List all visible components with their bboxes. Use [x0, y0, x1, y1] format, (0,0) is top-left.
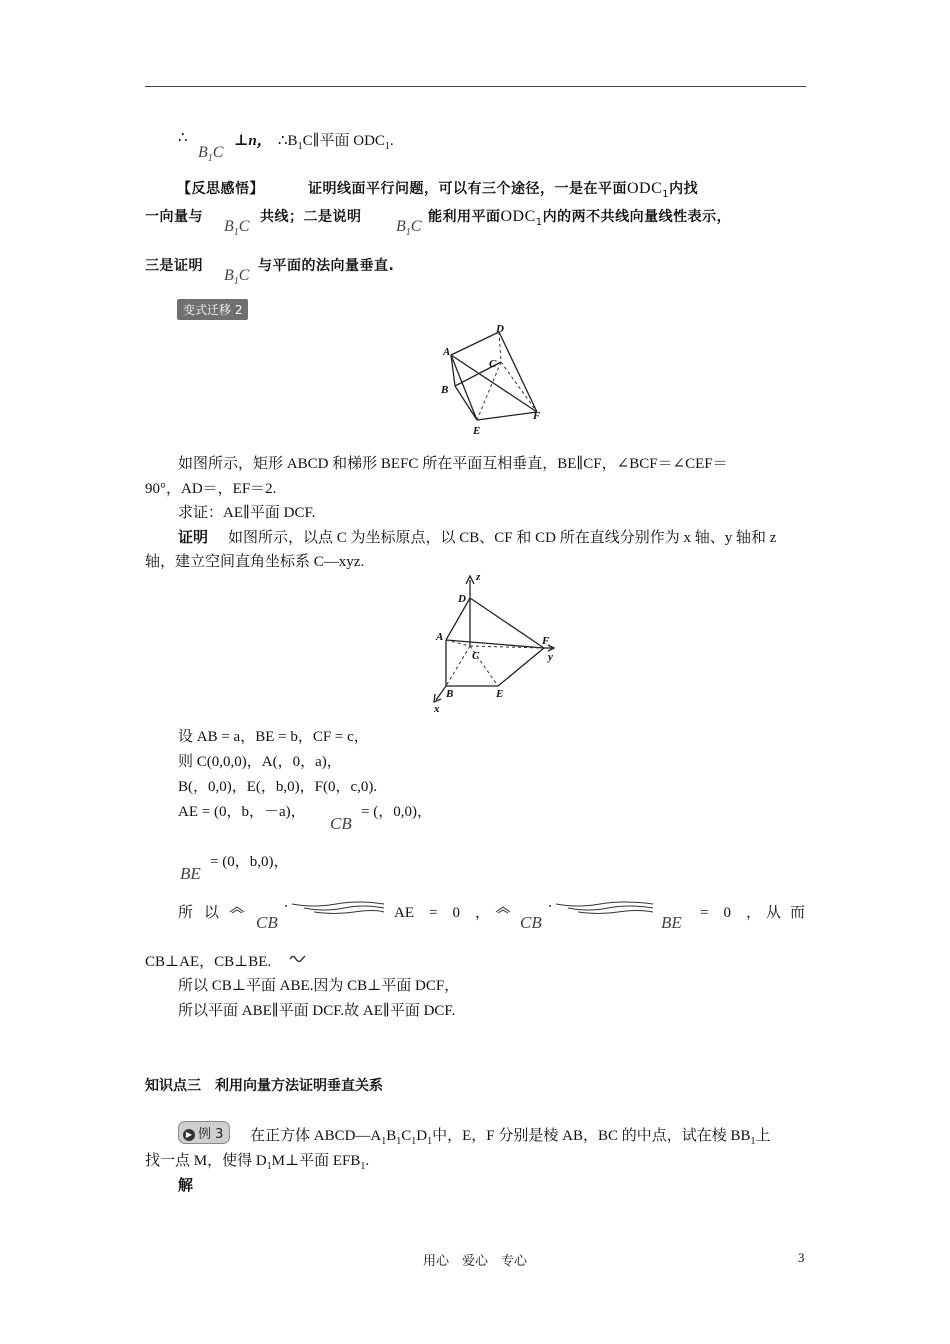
perp-n-text: ⊥n， [234, 133, 272, 149]
proof-label: 证明 [178, 530, 209, 546]
fig2-label-e: E [496, 688, 504, 700]
header-rule [145, 86, 806, 87]
so-char-1: 所 [178, 905, 194, 921]
fig1-label-d: D [496, 323, 504, 335]
fig1-label-a: A [443, 346, 451, 358]
reflection-line2a: 一向量与 [145, 209, 203, 225]
solution-line1: 设 AB = a，BE = b，CF = c， [178, 729, 369, 745]
dot-be-zero: = 0 ， [700, 905, 761, 921]
vector-b1c: $B_1C$ [198, 144, 224, 165]
vector-b1c: $B_1C$ [224, 218, 250, 239]
line1-conclusion: $\therefore B_1C\parallel$平面 $ODC_1$. [278, 133, 394, 152]
answer-label: 解 [178, 1178, 194, 1194]
figure-2-coordinate-solid [426, 568, 566, 714]
fig2-label-a: A [436, 631, 444, 643]
solution-line2: 则 C(0,0,0)，A(，0，a)， [178, 754, 342, 770]
reflection-line2b: 共线；二是说明 [260, 209, 362, 225]
vector-be: BE [661, 913, 682, 932]
solution-line8: 所以 CB⊥平面 ABE.因为 CB⊥平面 DCF， [178, 978, 460, 994]
fig1-label-f: F [533, 410, 541, 422]
vector-cb: CB [330, 814, 352, 833]
solution-line7: CB⊥AE，CB⊥BE. [145, 954, 272, 970]
fig1-label-c: C [489, 358, 497, 370]
fig2-label-y: y [548, 651, 553, 663]
section3-title: 知识点三 利用向量方法证明垂直关系 [145, 1078, 383, 1094]
dot-ae-zero: AE = 0 ， [394, 905, 490, 921]
page-number: 3 [798, 1250, 805, 1265]
fig2-label-z: z [476, 571, 481, 583]
conc-char-1: 从 [766, 905, 782, 921]
caret-mark [494, 904, 514, 914]
footer-text: 用心 爱心 专心 [422, 1253, 527, 1268]
caret-mark [228, 904, 248, 914]
fig2-label-b: B [446, 688, 454, 700]
solution-line3: B(，0,0)，E(，b,0)，F(0，c,0). [178, 779, 378, 795]
variant-tag: 变式迁移 2 [177, 299, 248, 320]
figure-1-solid [435, 322, 555, 440]
conc-char-2: 而 [790, 905, 806, 921]
solution-line4b: = (，0,0)， [361, 804, 432, 820]
proof-line1: 如图所示，以点 C 为坐标原点，以 CB、CF 和 CD 所在直线分别作为 x 轴、y 轴和 z [228, 530, 777, 546]
problem-line3: 求证：AE∥平面 DCF. [178, 505, 316, 521]
problem-line1: 如图所示，矩形 ABCD 和梯形 BEFC 所在平面互相垂直，BE∥CF，∠BCF＝∠CEF＝ [178, 456, 728, 472]
vector-cb: CB [256, 913, 278, 932]
solution-line5: = (0，b,0)， [210, 854, 289, 870]
wave-line [284, 900, 389, 914]
fig2-label-f: F [542, 635, 550, 647]
reflection-line2c: 能利用平面$ODC_1$内的两不共线向量线性表示， [428, 208, 732, 228]
vector-b1c: $B_1C$ [224, 267, 250, 288]
solution-line4: AE = (0，b，－a)， [178, 804, 306, 820]
vector-be: BE [180, 864, 201, 883]
example-3-tag: ▶ 例 3 [178, 1121, 230, 1144]
proof-line2: 轴，建立空间直角坐标系 C—xyz. [145, 554, 365, 570]
solution-line9: 所以平面 ABE∥平面 DCF.故 AE∥平面 DCF. [178, 1003, 456, 1019]
so-char-2: 以 [204, 905, 220, 921]
squiggle-mark [288, 952, 308, 966]
example-line2: 找一点 M，使得 $D_1M\perp$平面 $EFB_1$. [145, 1153, 370, 1172]
example-line1: 在正方体 $ABCD—A_1B_1C_1D_1$中，E，F 分别是棱 AB，BC 的中点，试在棱 $BB_1$上 [250, 1128, 771, 1147]
fig2-label-c: C [472, 650, 480, 662]
reflection-line3b: 与平面的法向量垂直. [258, 258, 395, 274]
play-icon: ▶ [183, 1129, 195, 1141]
problem-line2: 90°，AD＝，EF＝2. [145, 481, 277, 497]
fig2-label-x: x [434, 703, 440, 714]
reflection-line1: 证明线面平行问题，可以有三个途径，一是在平面$ODC_1$内找 [308, 180, 699, 200]
therefore-symbol: ∴ [178, 130, 188, 146]
fig2-label-d: D [458, 593, 466, 605]
reflection-line3a: 三是证明 [145, 258, 203, 274]
vector-b1c: $B_1C$ [396, 218, 422, 239]
wave-line [548, 900, 658, 914]
vector-cb: CB [520, 913, 542, 932]
fig1-label-e: E [473, 425, 481, 437]
fig1-label-b: B [441, 384, 449, 396]
reflection-label: 【反思感悟】 [177, 181, 264, 197]
